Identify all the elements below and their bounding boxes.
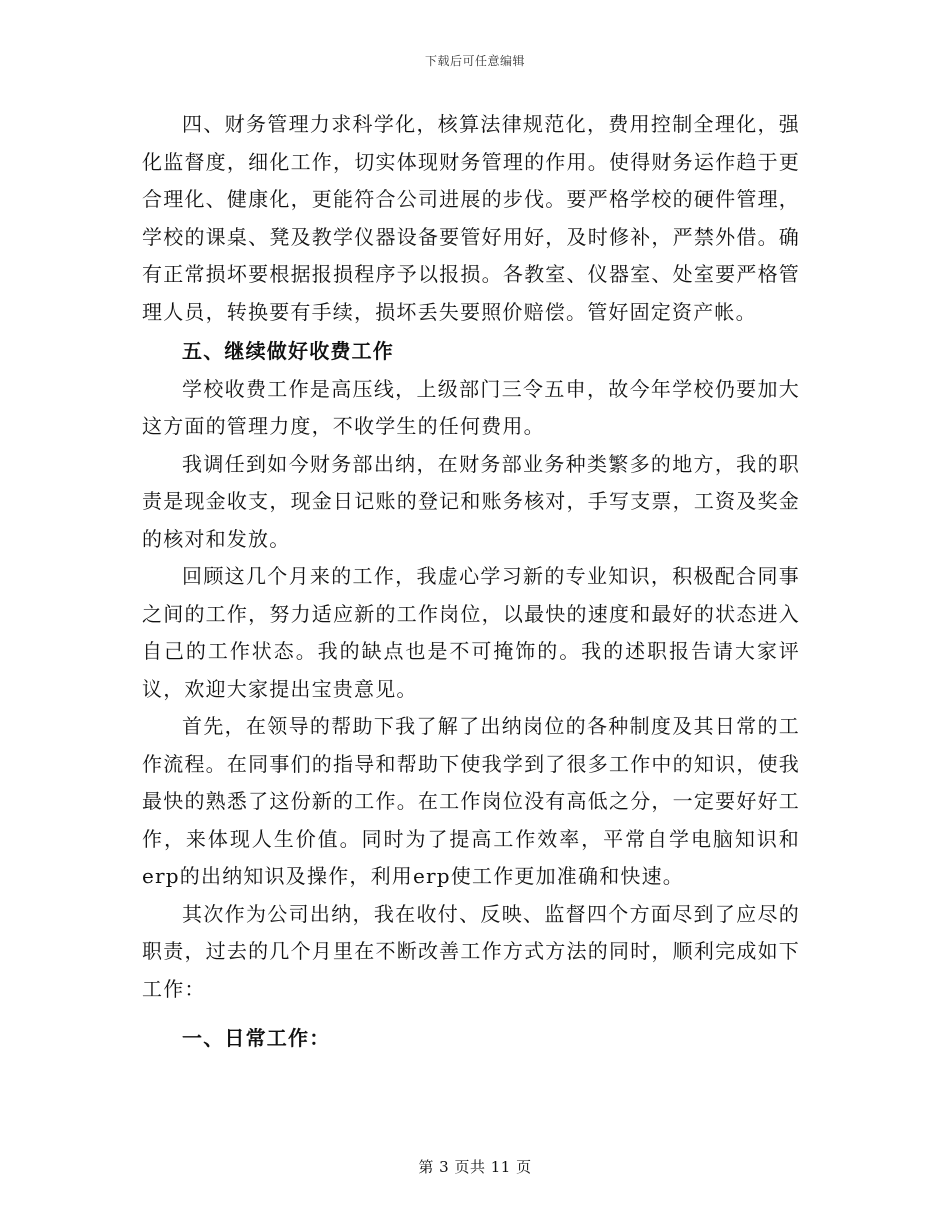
- paragraph-fees: 学校收费工作是高压线，上级部门三令五申，故今年学校仍要加大这方面的管理力度，不收学生的任何费用。: [142, 376, 800, 438]
- paragraph-first: 首先，在领导的帮助下我了解了出纳岗位的各种制度及其日常的工作流程。在同事们的指导和帮助下使我学到了很多工作中的知识，使我最快的熟悉了这份新的工作。在工作岗位没有高低之分，一定要好好工作，来体现人生价值。同时为了提高工作效率，平常自学电脑知识和erp的出纳知识及操作，利用erp使工作更加准确和快速。: [142, 714, 800, 888]
- paragraph-review: 回顾这几个月来的工作，我虚心学习新的专业知识，积极配合同事之间的工作，努力适应新的工作岗位，以最快的速度和最好的状态进入自己的工作状态。我的缺点也是不可掩饰的。我的述职报告请大家评议，欢迎大家提出宝贵意见。: [142, 564, 800, 701]
- paragraph-cashier-duties: 我调任到如今财务部出纳，在财务部业务种类繁多的地方，我的职责是现金收支，现金日记账的登记和账务核对，手写支票，工资及奖金的核对和发放。: [142, 451, 800, 551]
- document-body: [142, 106, 800, 1058]
- paragraph-second: 其次作为公司出纳，我在收付、反映、监督四个方面尽到了应尽的职责，过去的几个月里在不断改善工作方式方法的同时，顺利完成如下工作：: [142, 901, 800, 1001]
- header-note: 下载后可任意编辑: [424, 54, 525, 68]
- paragraph-finance-management: 四、财务管理力求科学化，核算法律规范化，费用控制全理化，强化监督度，细化工作，切实体现财务管理的作用。使得财务运作趋于更合理化、健康化，更能符合公司进展的步伐。要严格学校的硬件管理，学校的课桌、凳及教学仪器设备要管好用好，及时修补，严禁外借。确有正常损坏要根据报损程序予以报损。各教室、仪器室、处室要严格管理人员，转换要有手续，损坏丢失要照价赔偿。管好固定资产帐。: [142, 112, 800, 324]
- section-heading-fees: 五、继续做好收费工作: [182, 339, 394, 363]
- page-number: 第 3 页共 11 页: [418, 1158, 532, 1176]
- subheading-daily-work: 一、日常工作：: [182, 1026, 331, 1050]
